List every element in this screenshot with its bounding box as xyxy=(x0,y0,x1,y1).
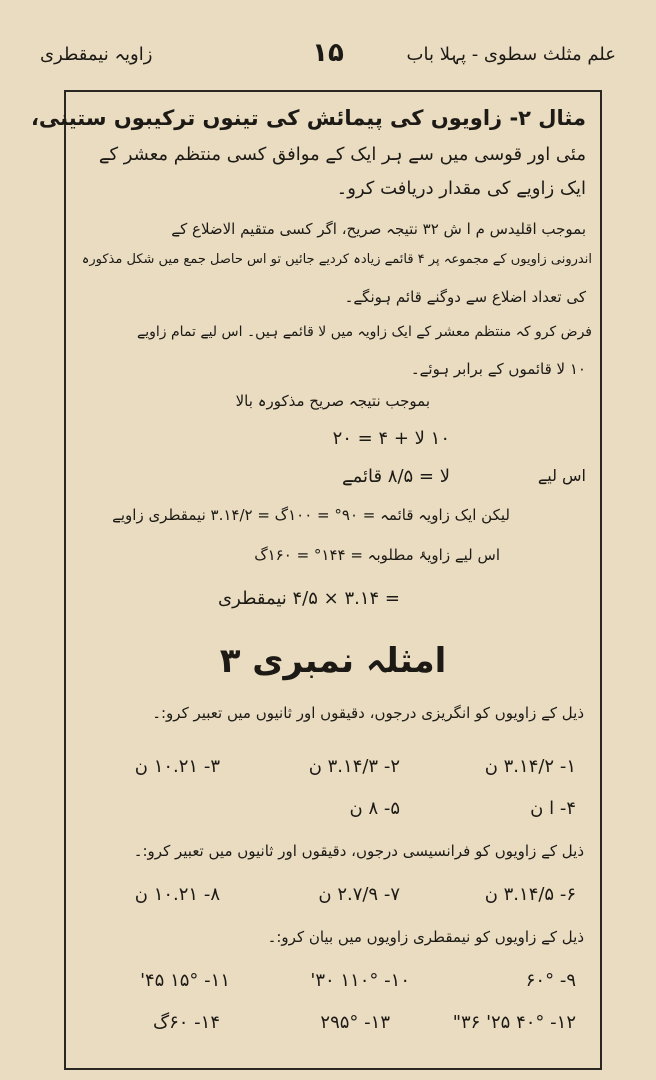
exercise-instruction: ذیل کے زاویوں کو فرانسیسی درجوں، دقیقوں اور ثانیوں میں تعبیر کرو:۔ xyxy=(133,842,584,860)
equation-label: اس لیے xyxy=(537,466,586,485)
example-line: ایک زاویے کی مقدار دریافت کرو۔ xyxy=(336,178,586,199)
exercise-item: ۳- ۱۰.۲۱ ن xyxy=(134,756,220,777)
equation: لیکن ایک زاویہ قائمہ = ۹۰° = ۱۰۰گ = ۳.۱۴/۲ نیمقطری زاویے xyxy=(112,506,510,524)
solution-line: بموجب اقلیدس م ا ش ۳۲ نتیجہ صریح، اگر کسی متقیم الاضلاع کے xyxy=(171,220,586,238)
exercise-item: ۱۳- ۲۹۵° xyxy=(320,1012,390,1033)
solution-line: ۱۰ لا قائموں کے برابر ہوئے۔ xyxy=(410,360,586,378)
solution-line: فرض کرو کہ منتظم معشر کے ایک زاویہ میں لا قائمے ہیں۔ اس لیے تمام زاویے xyxy=(137,324,592,340)
solution-line: اندرونی زاویوں کے مجموعہ پر ۴ قائمے زیادہ کردیے جائیں تو اس حاصل جمع میں شکل مذکورہ xyxy=(81,252,592,267)
exercise-item: ۱۴- ۶۰گ xyxy=(152,1012,220,1033)
example-line: مئی اور قوسی میں سے ہر ایک کے موافق کسی منتظم معشر کے xyxy=(98,144,586,165)
chapter-title: علم مثلث سطوی - پہلا باب xyxy=(406,44,616,65)
equation: ۱۰ لا + ۴ = ۲۰ xyxy=(332,428,450,449)
equation: لا = ۸/۵ قائمے xyxy=(342,466,450,487)
exercise-item: ۵- ۸ ن xyxy=(349,798,400,819)
exercise-instruction: ذیل کے زاویوں کو انگریزی درجوں، دقیقوں اور ثانیوں میں تعبیر کرو:۔ xyxy=(152,704,584,722)
exercise-item: ۴- ا ن xyxy=(530,798,576,819)
section-running-title: زاویہ نیمقطری xyxy=(40,44,153,65)
exercise-item: ۷- ۲.۷/۹ ن xyxy=(318,884,400,905)
exercise-item: ۹- ۶۰° xyxy=(525,970,576,991)
equation: اس لیے زاویۂ مطلوبہ = ۱۴۴° = ۱۶۰گ xyxy=(254,546,500,564)
exercise-item: ۱۲- ۴۰° ۲۵' ۳۶" xyxy=(452,1012,576,1033)
exercise-item: ۸- ۱۰.۲۱ ن xyxy=(134,884,220,905)
page-header xyxy=(40,38,616,70)
content-frame xyxy=(30,90,602,1070)
exercise-item: ۱۰- ۱۱۰° ۳۰' xyxy=(310,970,410,991)
solution-line: بموجب نتیجہ صریح مذکورہ بالا xyxy=(235,392,430,410)
exercise-item: ۱- ۳.۱۴/۲ ن xyxy=(484,756,576,777)
page-number: ۱۵ xyxy=(312,38,344,68)
example-title: مثال ۲- زاویوں کی پیمائش کی تینوں ترکیبوں ستینی، xyxy=(30,106,586,130)
solution-line: کی تعداد اضلاع سے دوگنے قائم ہونگے۔ xyxy=(344,288,586,306)
exercise-item: ۶- ۳.۱۴/۵ ن xyxy=(484,884,576,905)
exercise-instruction: ذیل کے زاویوں کو نیمقطری زاویوں میں بیان کرو:۔ xyxy=(267,928,584,946)
exercise-item: ۱۱- ۱۵° ۴۵' xyxy=(140,970,230,991)
exercise-set-title: امثلہ نمبری ۳ xyxy=(219,641,447,681)
exercise-item: ۲- ۳.۱۴/۳ ن xyxy=(308,756,400,777)
equation: = ۳.۱۴ × ۴/۵ نیمقطری xyxy=(218,588,400,609)
